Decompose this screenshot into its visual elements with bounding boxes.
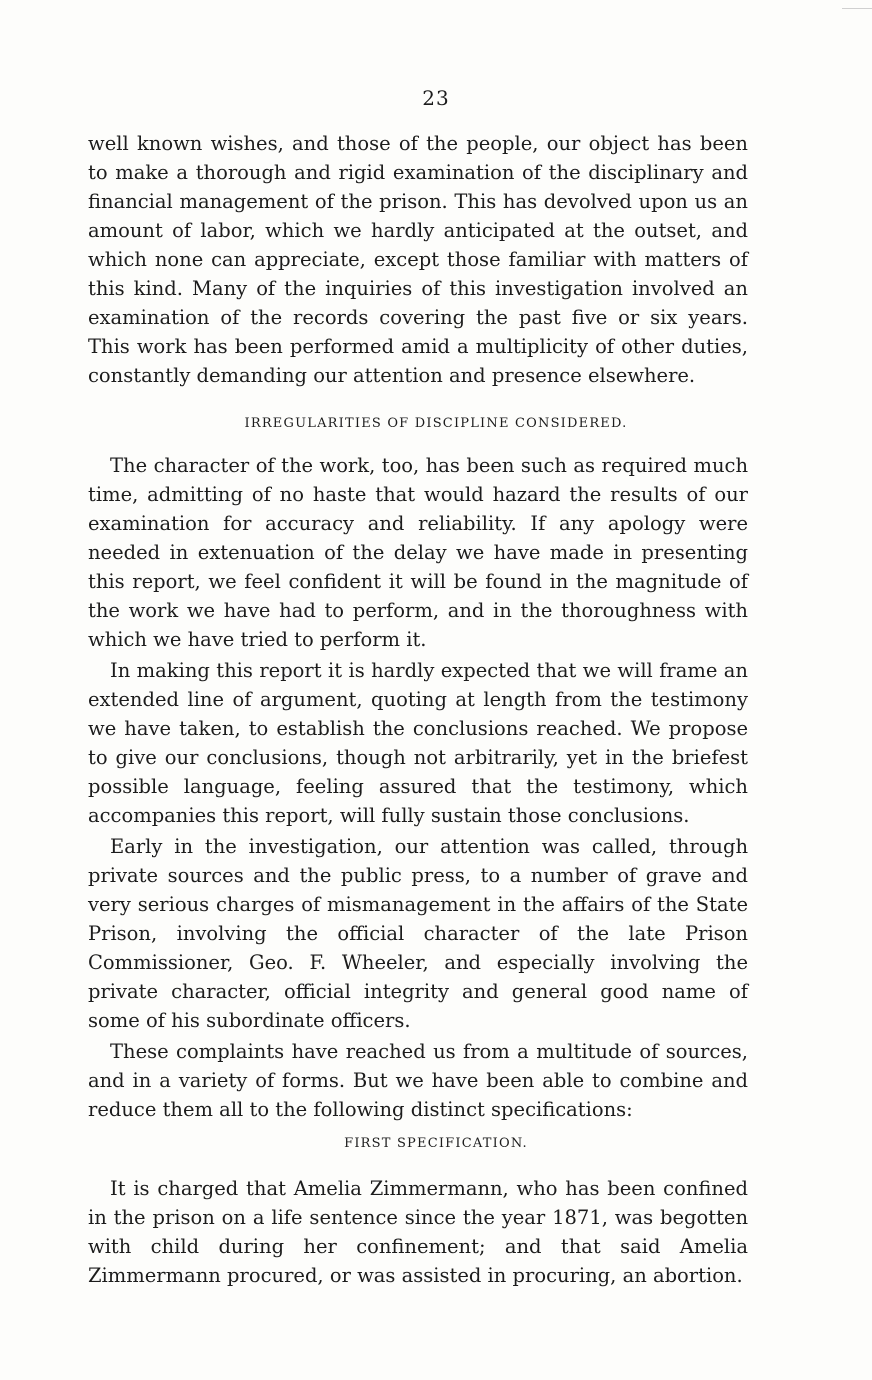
text-block-opening (88, 129, 748, 390)
paragraph-first-specification: It is charged that Amelia Zimmermann, who has been confined in the prison on a life sentence since the year 1871, was begotten with child during her confinement; and that said Amelia Zimmermann procured, or was assisted in procuring, an abortion. (88, 1177, 748, 1287)
page-edge-mark (842, 8, 872, 9)
paragraph-making-report: In making this report it is hardly expected that we will frame an extended line of argument, quoting at length from the testimony we have taken, to establish the conclusions reached. We propose to give our conclusions, though not arbitrarily, yet in the briefest possible language, feeling assured that the testimony, which accompanies this report, will fully sustain those conclusions. (88, 659, 748, 827)
section-heading-first-specification: FIRST SPECIFICATION. (344, 1136, 528, 1151)
section-heading-irregularities: IRREGULARITIES OF DISCIPLINE CONSIDERED. (244, 416, 628, 431)
text-block-main (88, 451, 748, 1124)
paragraph-character-of-work: The character of the work, too, has been such as required much time, admitting of no haste that would hazard the results of our examination for accuracy and reliability. If any apology were needed in extenuation of the delay we have made in presenting this report, we feel confident it will be found in the magnitude of the work we have had to perform, and in the thoroughness with which we have tried to perform it. (88, 454, 748, 651)
text-block-specification (88, 1174, 748, 1290)
paragraph-opening: well known wishes, and those of the people, our object has been to make a thorough and rigid examination of the disciplinary and financial management of the prison. This has devolved upon us an amount of labor, which we hardly anticipated at the outset, and which none can appreciate, except those familiar with matters of this kind. Many of the inquiries of this investigation involved an examination of the records covering the past five or six years. This work has been performed amid a multiplicity of other duties, constantly demanding our attention and presence elsewhere. (88, 132, 748, 387)
paragraph-early-investigation: Early in the investigation, our attention was called, through private sources and the public press, to a number of grave and very serious charges of mismanagement in the affairs of the State Prison, involving the official character of the late Prison Commissioner, Geo. F. Wheeler, and especially involving the private character, official integrity and general good name of some of his subordinate officers. (88, 835, 748, 1032)
paragraph-complaints: These complaints have reached us from a multitude of sources, and in a variety of forms. But we have been able to combine and reduce them all to the following distinct specifications: (88, 1040, 748, 1121)
page-number: 23 (422, 86, 450, 110)
